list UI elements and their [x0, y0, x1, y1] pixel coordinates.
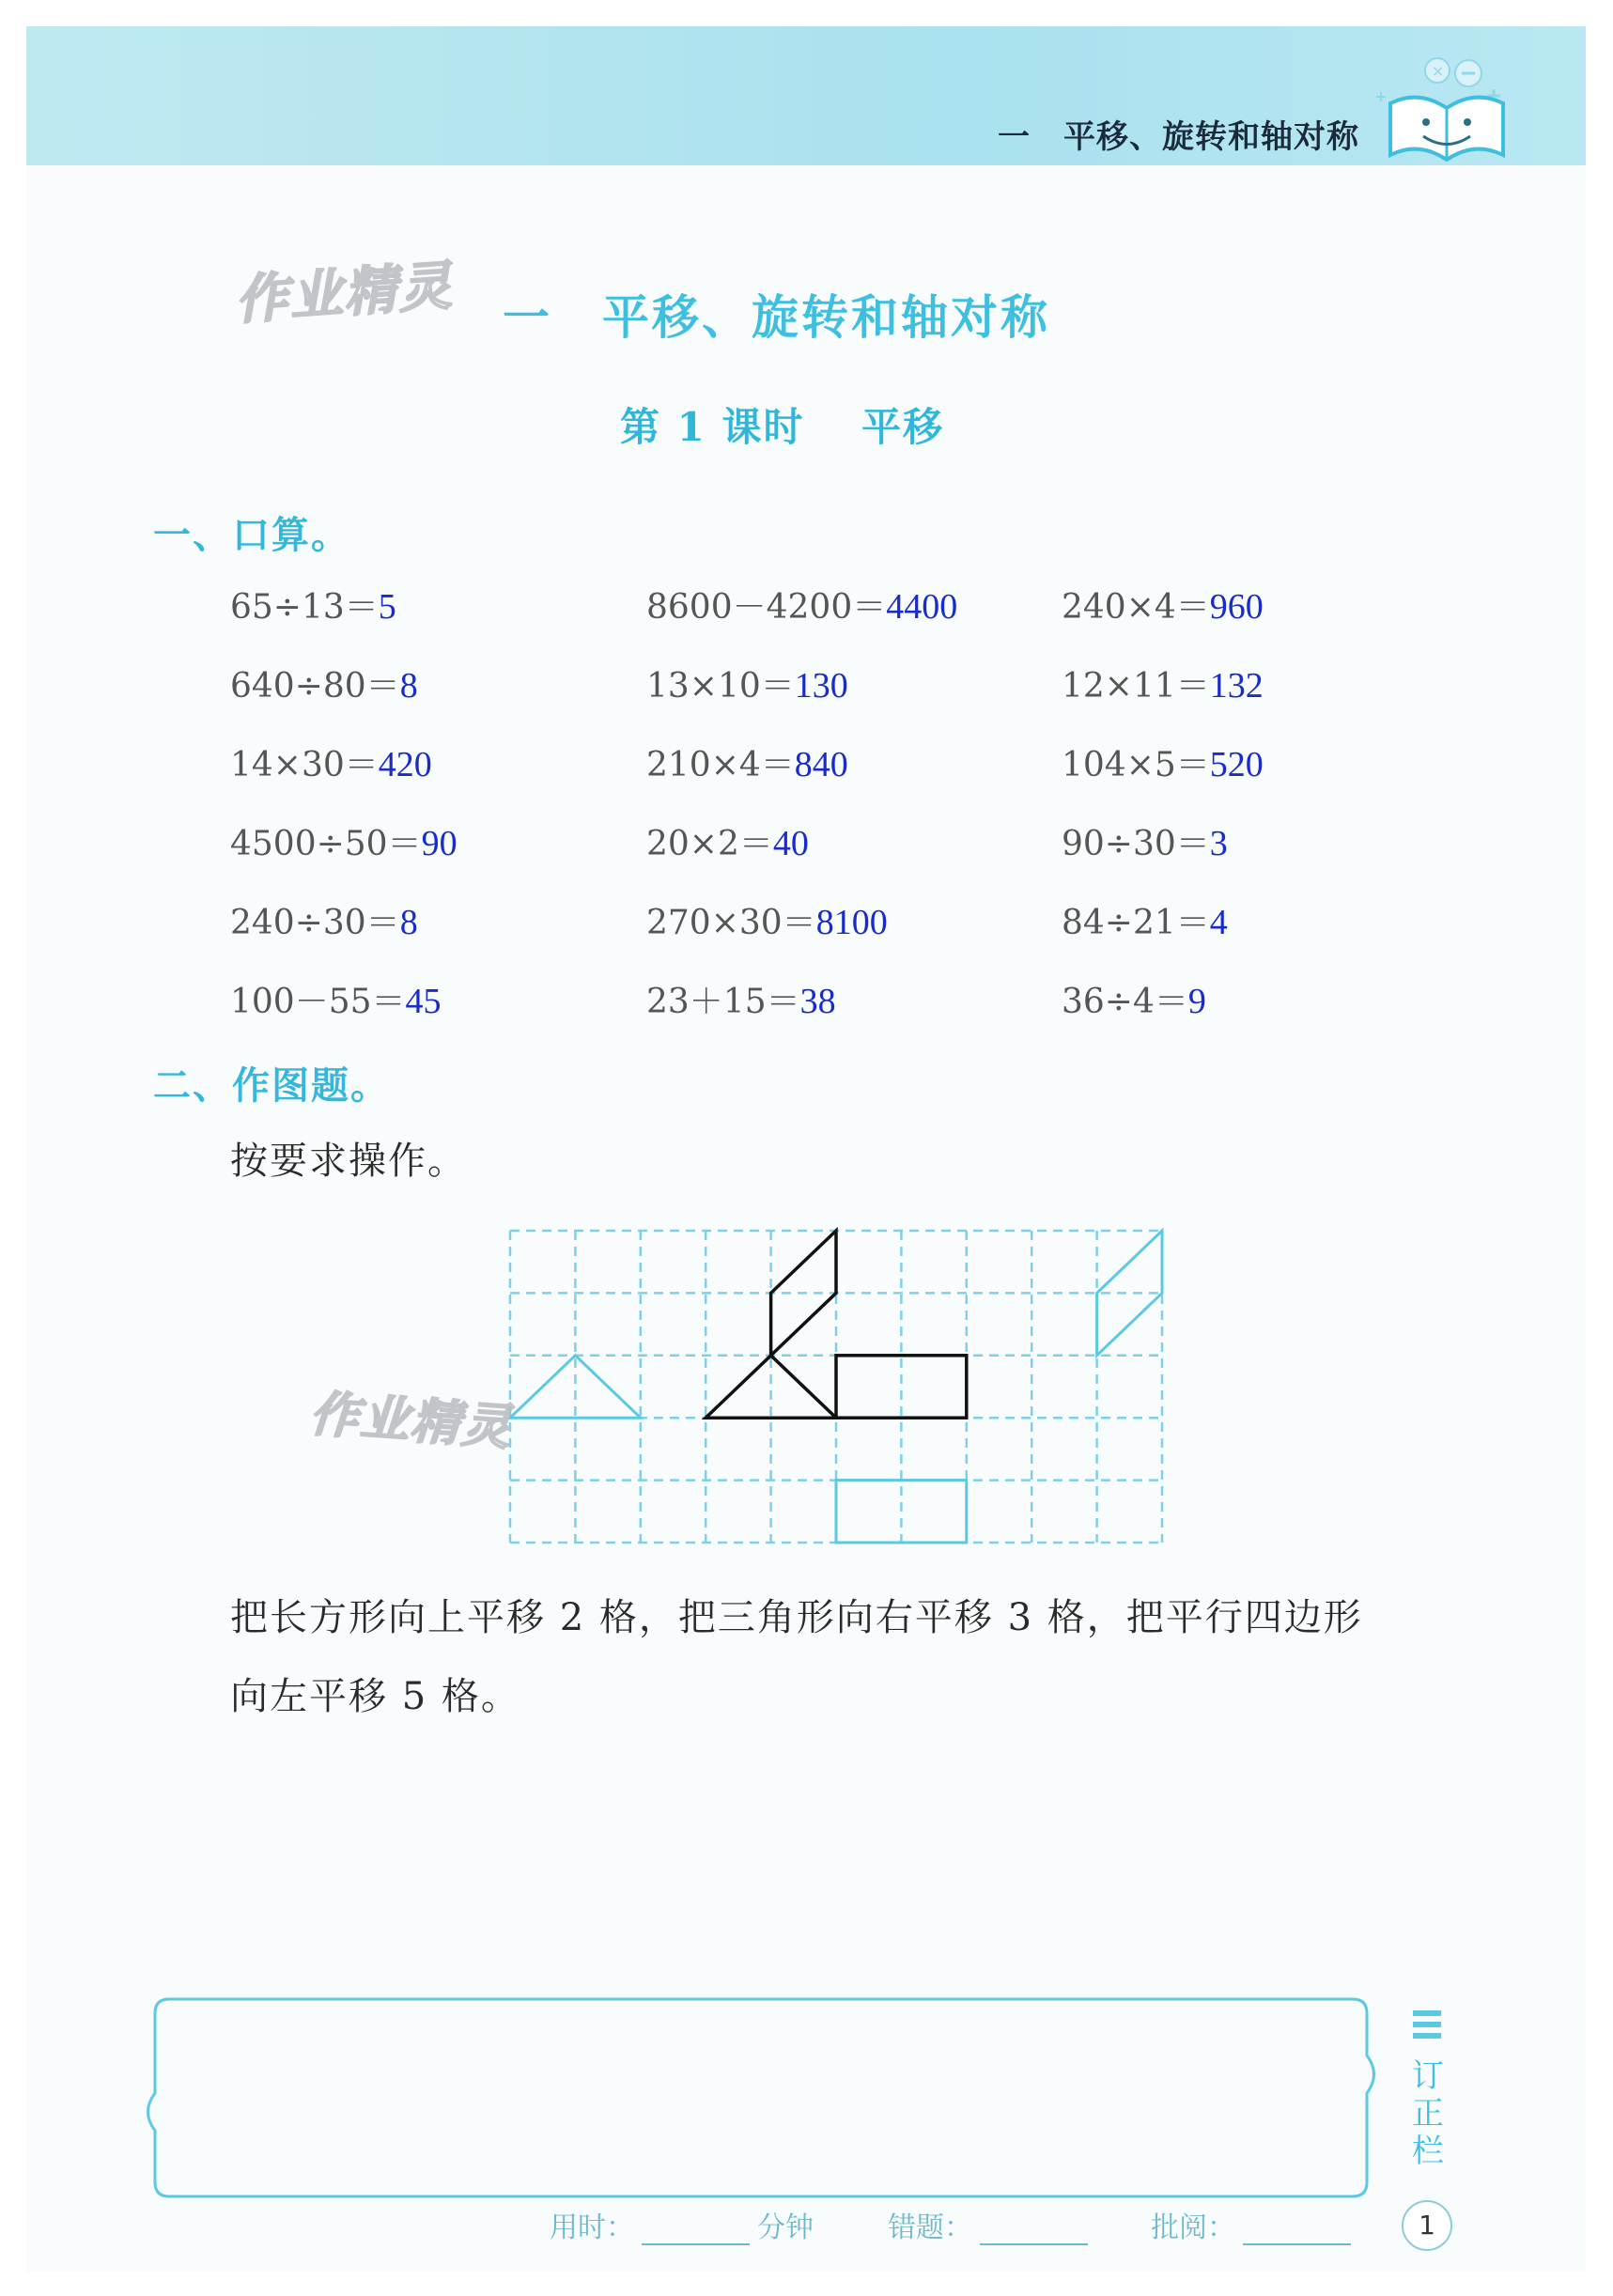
calc-item: 210×4＝840	[646, 745, 848, 784]
time-unit: 分钟	[757, 2211, 814, 2244]
task-text-line2: 向左平移 5 格。	[230, 1675, 520, 1718]
calc-item: 240×4＝960	[1062, 587, 1264, 627]
watermark-top: 作业精灵	[233, 255, 456, 333]
time-field[interactable]	[550, 2204, 814, 2245]
section1-title: 一、口算。	[153, 514, 350, 557]
watermark-figure: 作业精灵	[307, 1386, 515, 1457]
errors-blank[interactable]	[980, 2215, 1088, 2245]
unit-title: 一 平移、旋转和轴对称	[503, 290, 1050, 345]
section2-title: 二、作图题。	[153, 1064, 390, 1108]
calc-item: 14×30＝420	[230, 745, 432, 784]
correction-label: 订正栏	[1412, 2057, 1444, 2170]
calc-item: 100－55＝45	[230, 982, 442, 1021]
lesson-title: 第 1 课时 平移	[620, 404, 945, 450]
review-blank[interactable]	[1243, 2215, 1351, 2245]
instruction-text: 按要求操作。	[230, 1140, 467, 1183]
calc-item: 13×10＝130	[646, 666, 848, 706]
correction-box[interactable]	[141, 1990, 1390, 2206]
calc-item: 640÷80＝8	[230, 666, 418, 706]
svg-text:×: ×	[1432, 62, 1445, 80]
calc-item: 104×5＝520	[1062, 745, 1264, 784]
calc-item: 4500÷50＝90	[230, 824, 458, 863]
translation-grid[interactable]	[498, 1221, 1174, 1559]
calc-item: 270×30＝8100	[646, 903, 888, 942]
errors-label: 错题：	[888, 2211, 972, 2244]
calc-item: 36÷4＝9	[1062, 982, 1206, 1021]
calc-item: 20×2＝40	[646, 824, 809, 863]
calc-item: 90÷30＝3	[1062, 824, 1228, 863]
calc-item: 65÷13＝5	[230, 587, 396, 627]
calc-item: 84÷21＝4	[1062, 903, 1228, 942]
time-label: 用时：	[550, 2211, 634, 2244]
review-label: 批阅：	[1151, 2211, 1235, 2244]
calc-item: 8600－4200＝4400	[646, 587, 958, 627]
calc-item: 240÷30＝8	[230, 903, 418, 942]
page-number: 1	[1402, 2200, 1452, 2251]
calc-item: 23＋15＝38	[646, 982, 836, 1021]
calc-item: 12×11＝132	[1062, 666, 1264, 706]
header-title: 一 平移、旋转和轴对称	[998, 118, 1359, 156]
menu-lines-icon	[1409, 2009, 1447, 2042]
smiling-book-icon	[1372, 47, 1522, 169]
time-blank[interactable]	[642, 2215, 750, 2245]
errors-field[interactable]	[888, 2204, 1095, 2245]
task-text-line1: 把长方形向上平移 2 格，把三角形向右平移 3 格，把平行四边形	[230, 1596, 1363, 1639]
review-field[interactable]	[1151, 2204, 1358, 2245]
